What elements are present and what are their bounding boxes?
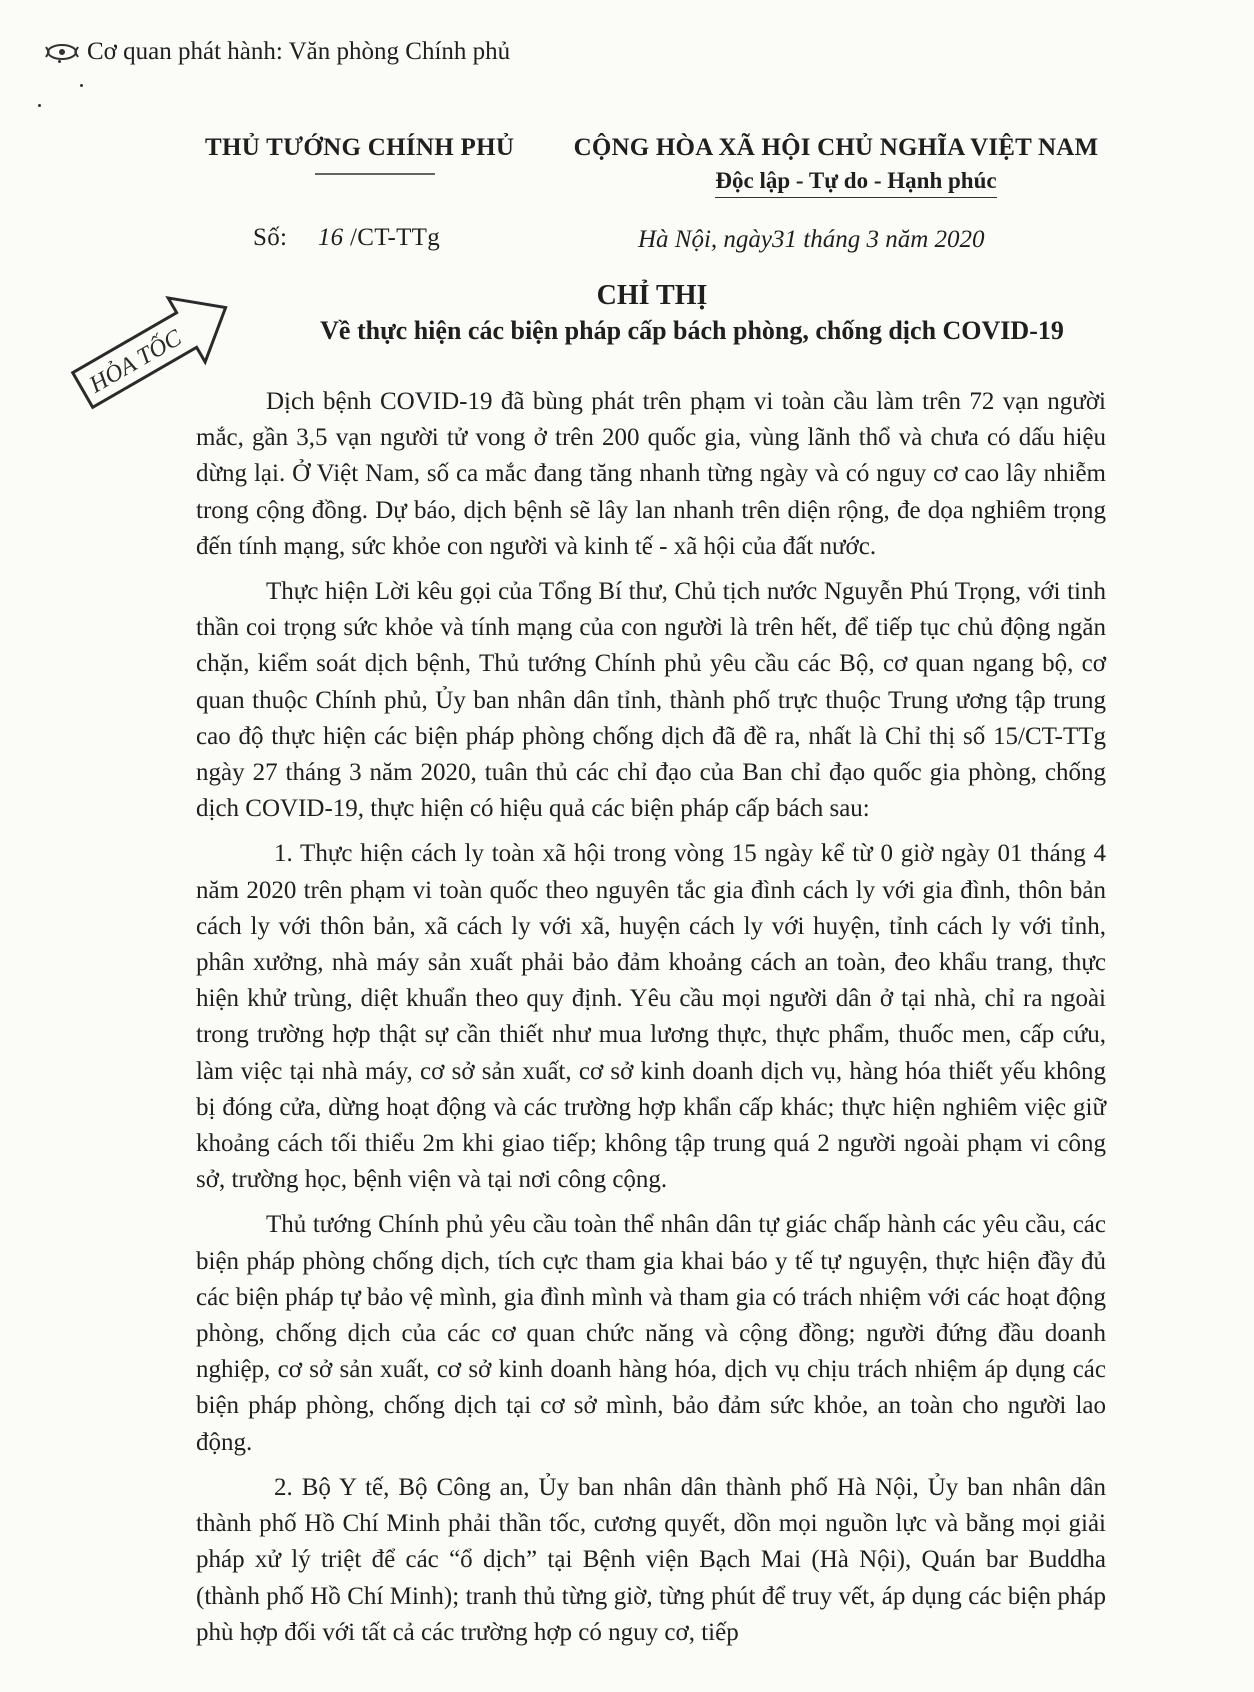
national-motto: Độc lập - Tự do - Hạnh phúc [715,168,996,198]
emblem-icon [45,41,79,63]
document-number [253,224,440,252]
paragraph: 2. Bộ Y tế, Bộ Công an, Ủy ban nhân dân thành phố Hà Nội, Ủy ban nhân dân thành phố Hồ Chí Minh phải thần tốc, cương quyết, dồn mọi nguồn lực và bằng mọi giải pháp xử lý triệt để các “ổ dịch” tại Bệnh viện Bạch Mai (Hà Nội), Quán bar Buddha (thành phố Hồ Chí Minh); tranh thủ từng giờ, từng phút để truy vết, áp dụng các biện pháp phù hợp đối với tất cả các trường hợp có nguy cơ, tiếp [196,1473,1106,1646]
number-value: 16 [317,224,344,251]
paragraph: Dịch bệnh COVID-19 đã bùng phát trên phạm vi toàn cầu làm trên 72 vạn người mắc, gần 3,5 vạn người tử vong ở trên 200 quốc gia, vùng lãnh thổ và chưa có dấu hiệu dừng lại. Ở Việt Nam, số ca mắc đang tăng nhanh từng ngày và có nguy cơ cao lây nhiễm trong cộng đồng. Dự báo, dịch bệnh sẽ lây lan nhanh trên diện rộng, đe dọa nghiêm trọng đến tính mạng, sức khỏe con người và kinh tế - xã hội của đất nước. [196,388,1106,560]
urgent-stamp-text: HỎA TỐC [85,325,187,399]
document-body [196,384,1106,1660]
number-label: Số: [253,224,288,251]
scan-speck [38,104,41,107]
document-title: Về thực hiện các biện pháp cấp bách phòng, chống dịch COVID-19 [320,316,1064,345]
scan-speck [80,84,83,87]
document-type: CHỈ THỊ [596,280,708,311]
national-header [566,134,1106,198]
place-date: Hà Nội, ngày31 tháng 3 năm 2020 [638,226,985,253]
nation-name: CỘNG HÒA XÃ HỘI CHỦ NGHĨA VIỆT NAM [573,134,1099,161]
paragraph: Thủ tướng Chính phủ yêu cầu toàn thể nhân dân tự giác chấp hành các yêu cầu, các biện pháp phòng chống dịch, tích cực tham gia khai báo y tế tự nguyện, thực hiện đầy đủ các biện pháp tự bảo vệ mình, gia đình mình và tham gia có trách nhiệm với các hoạt động phòng, chống dịch của các cơ quan chức năng và cộng đồng; người đứng đầu doanh nghiệp, cơ sở sản xuất, cơ sở kinh doanh hàng hóa, dịch vụ chịu trách nhiệm áp dụng các biện pháp phòng, chống dịch tại cơ sở mình, bảo đảm sức khỏe, an toàn cho người lao động. [196,1211,1106,1456]
issuing-agency-note [45,38,510,66]
issuer-name: THỦ TƯỚNG CHÍNH PHỦ [205,134,515,161]
scan-speck [58,60,61,63]
issuer-block [205,134,535,251]
issuing-agency-text: Cơ quan phát hành: Văn phòng Chính phủ [87,38,511,65]
paragraph: Thực hiện Lời kêu gọi của Tổng Bí thư, Chủ tịch nước Nguyễn Phú Trọng, với tinh thần coi trọng sức khỏe và tính mạng của con người là trên hết, để tiếp tục chủ động ngăn chặn, kiểm soát dịch bệnh, Thủ tướng Chính phủ yêu cầu các Bộ, cơ quan ngang bộ, cơ quan thuộc Chính phủ, Ủy ban nhân dân tỉnh, thành phố trực thuộc Trung ương tập trung cao độ thực hiện các biện pháp phòng chống dịch đã đề ra, nhất là Chỉ thị số 15/CT-TTg ngày 27 tháng 3 năm 2020, tuân thủ các chỉ đạo của Ban chỉ đạo quốc gia phòng, chống dịch COVID-19, thực hiện có hiệu quả các biện pháp cấp bách sau: [196,578,1106,823]
issuer-underline [315,172,435,176]
number-suffix: /CT-TTg [349,224,441,251]
paragraph: 1. Thực hiện cách ly toàn xã hội trong vòng 15 ngày kể từ 0 giờ ngày 01 tháng 4 năm 2020 trên phạm vi toàn quốc theo nguyên tắc gia đình cách ly với gia đình, thôn bản cách ly với thôn bản, xã cách ly với xã, huyện cách ly với huyện, tỉnh cách ly với tỉnh, phân xưởng, nhà máy sản xuất phải bảo đảm khoảng cách an toàn, đeo khẩu trang, thực hiện khử trùng, diệt khuẩn theo quy định. Yêu cầu mọi người dân ở tại nhà, chỉ ra ngoài trong trường hợp thật sự cần thiết như mua lương thực, thực phẩm, thuốc men, cấp cứu, làm việc tại nhà máy, cơ sở sản xuất, cơ sở kinh doanh dịch vụ, hàng hóa thiết yếu không bị đóng cửa, dừng hoạt động và các trường hợp khẩn cấp khác; thực hiện nghiêm việc giữ khoảng cách tối thiểu 2m khi giao tiếp; không tập trung quá 2 người ngoài phạm vi công sở, trường học, bệnh viện và tại nơi công cộng. [196,840,1106,1194]
